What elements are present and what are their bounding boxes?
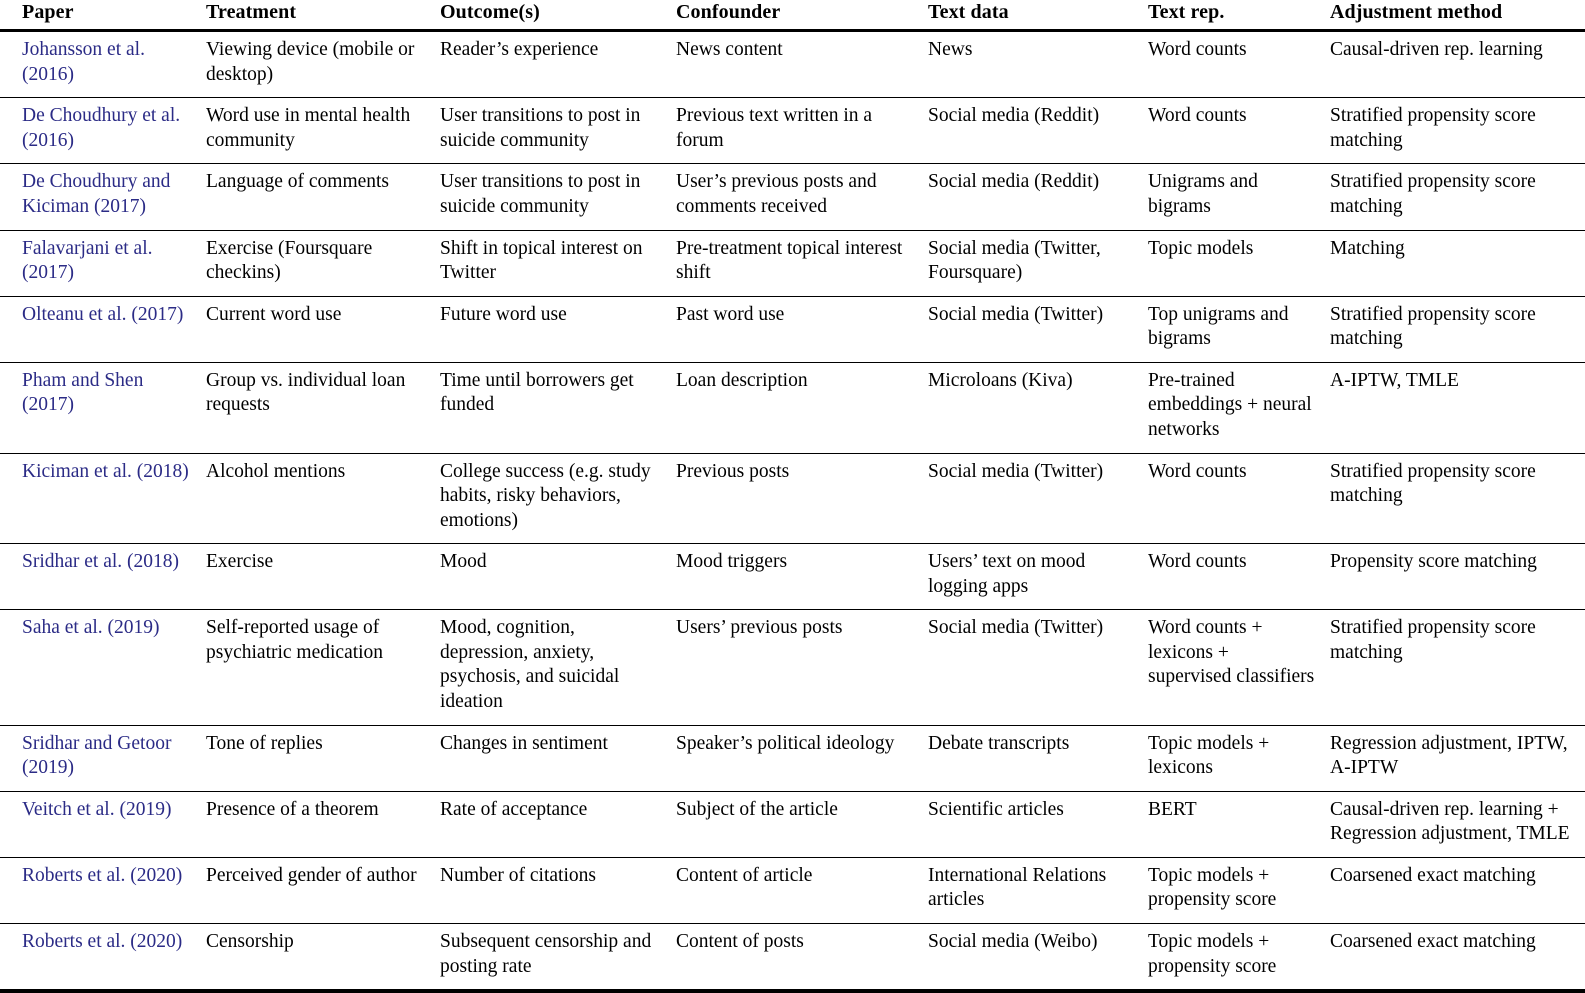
cell-treatment: Alcohol mentions: [206, 453, 440, 544]
table-row: [0, 791, 1585, 857]
cell-text_data: Users’ text on mood logging apps: [928, 544, 1148, 610]
cell-text_data: Microloans (Kiva): [928, 362, 1148, 453]
table-row: [0, 296, 1585, 362]
cell-outcome: Mood: [440, 544, 676, 610]
paper-citation-cell: [0, 296, 206, 362]
table-row: [0, 610, 1585, 725]
cell-text_rep: Top unigrams and bigrams: [1148, 296, 1330, 362]
cell-treatment: Presence of a theorem: [206, 791, 440, 857]
cell-adjustment: Causal-driven rep. learning: [1330, 39, 1543, 61]
cell-text_data: Social media (Reddit): [928, 164, 1148, 230]
cell-outcome: Mood, cognition, depression, anxiety, psychosis, and suicidal ideation: [440, 610, 676, 725]
cell-text_rep: Word counts + lexicons + supervised classifiers: [1148, 610, 1330, 725]
paper-citation-link[interactable]: Johansson et al. (2016): [22, 39, 145, 85]
cell-adjustment: Stratified propensity score matching: [1330, 164, 1585, 230]
cell-text_rep: Unigrams and bigrams: [1148, 164, 1330, 230]
cell-confounder: Content of posts: [676, 923, 928, 991]
cell-adjustment: Matching: [1330, 230, 1585, 296]
cell-outcome: Shift in topical interest on Twitter: [440, 230, 676, 296]
cell-adjustment: Stratified propensity score matching: [1330, 296, 1585, 362]
cell-text_data: Debate transcripts: [928, 725, 1148, 791]
paper-citation-cell: [0, 544, 206, 610]
cell-treatment: Group vs. individual loan requests: [206, 362, 440, 453]
cell-outcome: Rate of acceptance: [440, 791, 676, 857]
table-row: [0, 31, 1585, 98]
table-row: [0, 923, 1585, 991]
paper-citation-cell: [0, 857, 206, 923]
cell-adjustment: Coarsened exact matching: [1330, 923, 1585, 991]
column-header-confounder: Confounder: [676, 1, 781, 23]
cell-confounder: Loan description: [676, 362, 928, 453]
cell-text_data: Scientific articles: [928, 791, 1148, 857]
table-row: [0, 544, 1585, 610]
cell-text_data: Social media (Twitter): [928, 296, 1148, 362]
paper-citation-cell: [0, 610, 206, 725]
cell-confounder: Past word use: [676, 296, 928, 362]
paper-citation-link[interactable]: Olteanu et al. (2017): [22, 303, 184, 325]
cell-outcome: College success (e.g. study habits, risky behaviors, emotions): [440, 453, 676, 544]
cell-text_rep: BERT: [1148, 791, 1330, 857]
cell-confounder: Pre-treatment topical interest shift: [676, 230, 928, 296]
cell-confounder: Previous posts: [676, 453, 928, 544]
paper-citation-cell: [0, 453, 206, 544]
cell-adjustment: Propensity score matching: [1330, 544, 1585, 610]
cell-confounder: Content of article: [676, 857, 928, 923]
cell-treatment: Self-reported usage of psychiatric medication: [206, 610, 440, 725]
table-header-row: [0, 0, 1585, 31]
cell-confounder: Speaker’s political ideology: [676, 725, 928, 791]
table-row: [0, 164, 1585, 230]
cell-text_data: International Relations articles: [928, 857, 1148, 923]
cell-outcome: Reader’s experience: [440, 39, 599, 61]
table-row: [0, 725, 1585, 791]
paper-citation-link[interactable]: De Choudhury and Kiciman (2017): [22, 171, 171, 217]
cell-treatment: Censorship: [206, 923, 440, 991]
cell-text_rep: Topic models + lexicons: [1148, 725, 1330, 791]
table-body: [0, 31, 1585, 991]
cell-outcome: Future word use: [440, 296, 676, 362]
table-row: [0, 857, 1585, 923]
cell-text_rep: Topic models: [1148, 230, 1330, 296]
cell-outcome: Time until borrowers get funded: [440, 362, 676, 453]
paper-citation-cell: [0, 164, 206, 230]
cell-adjustment: Regression adjustment, IPTW, A-IPTW: [1330, 725, 1585, 791]
paper-citation-link[interactable]: Roberts et al. (2020): [22, 864, 183, 886]
column-header-text-data: Text data: [928, 1, 1009, 23]
cell-adjustment: A-IPTW, TMLE: [1330, 362, 1585, 453]
table-row: [0, 98, 1585, 164]
cell-outcome: User transitions to post in suicide community: [440, 164, 676, 230]
paper-citation-link[interactable]: Sridhar and Getoor (2019): [22, 732, 172, 779]
cell-outcome: Subsequent censorship and posting rate: [440, 923, 676, 991]
paper-citation-link[interactable]: Saha et al. (2019): [22, 617, 160, 639]
cell-treatment: Current word use: [206, 296, 440, 362]
cell-confounder: Subject of the article: [676, 791, 928, 857]
paper-citation-link[interactable]: Sridhar et al. (2018): [22, 551, 180, 573]
paper-citation-link[interactable]: Roberts et al. (2020): [22, 930, 183, 952]
cell-outcome: User transitions to post in suicide community: [440, 98, 676, 164]
paper-citation-link[interactable]: Pham and Shen (2017): [22, 369, 144, 416]
paper-citation-cell: [0, 31, 206, 98]
cell-adjustment: Stratified propensity score matching: [1330, 98, 1585, 164]
cell-adjustment: Causal-driven rep. learning + Regression adjustment, TMLE: [1330, 791, 1585, 857]
cell-text_data: Social media (Twitter, Foursquare): [928, 230, 1148, 296]
paper-citation-link[interactable]: De Choudhury et al. (2016): [22, 105, 181, 151]
column-header-text-rep: Text rep.: [1148, 1, 1225, 23]
table-row: [0, 230, 1585, 296]
cell-adjustment: Coarsened exact matching: [1330, 857, 1585, 923]
column-header-paper: Paper: [22, 1, 74, 23]
paper-citation-cell: [0, 230, 206, 296]
column-header-treatment: Treatment: [206, 1, 297, 23]
cell-text_data: Social media (Weibo): [928, 923, 1148, 991]
cell-outcome: Changes in sentiment: [440, 725, 676, 791]
cell-text_rep: Pre-trained embeddings + neural networks: [1148, 362, 1330, 453]
cell-treatment: Language of comments: [206, 164, 440, 230]
cell-text_data: Social media (Twitter): [928, 453, 1148, 544]
cell-confounder: Previous text written in a forum: [676, 98, 928, 164]
cell-text_data: News: [928, 39, 973, 61]
cell-outcome: Number of citations: [440, 857, 676, 923]
cell-text_rep: Topic models + propensity score: [1148, 923, 1330, 991]
cell-treatment: Viewing device (mobile or desktop): [206, 39, 415, 85]
cell-treatment: Word use in mental health community: [206, 98, 440, 164]
paper-citation-cell: [0, 923, 206, 991]
table-header: [0, 0, 1585, 31]
cell-text_rep: Word counts: [1148, 453, 1330, 544]
table-row: [0, 453, 1585, 544]
paper-citation-cell: [0, 362, 206, 453]
table-row: [0, 362, 1585, 453]
cell-text_rep: Word counts: [1148, 39, 1247, 61]
cell-text_data: Social media (Reddit): [928, 98, 1148, 164]
cell-treatment: Tone of replies: [206, 725, 440, 791]
column-header-outcome: Outcome(s): [440, 1, 540, 23]
paper-citation-cell: [0, 791, 206, 857]
cell-confounder: News content: [676, 39, 783, 61]
cell-text_rep: Topic models + propensity score: [1148, 857, 1330, 923]
paper-citation-cell: [0, 98, 206, 164]
paper-citation-link[interactable]: Veitch et al. (2019): [22, 798, 172, 820]
cell-adjustment: Stratified propensity score matching: [1330, 453, 1585, 544]
cell-treatment: Perceived gender of author: [206, 857, 440, 923]
paper-citation-link[interactable]: Kiciman et al. (2018): [22, 460, 189, 482]
cell-confounder: Users’ previous posts: [676, 610, 928, 725]
cell-adjustment: Stratified propensity score matching: [1330, 610, 1585, 725]
cell-confounder: Mood triggers: [676, 544, 928, 610]
cell-text_rep: Word counts: [1148, 98, 1330, 164]
column-header-adjustment: Adjustment method: [1330, 1, 1503, 23]
cell-treatment: Exercise: [206, 544, 440, 610]
cell-treatment: Exercise (Foursquare checkins): [206, 230, 440, 296]
paper-citation-cell: [0, 725, 206, 791]
cell-text_rep: Word counts: [1148, 544, 1330, 610]
cell-text_data: Social media (Twitter): [928, 610, 1148, 725]
paper-citation-link[interactable]: Falavarjani et al. (2017): [22, 237, 153, 284]
cell-confounder: User’s previous posts and comments received: [676, 164, 928, 230]
